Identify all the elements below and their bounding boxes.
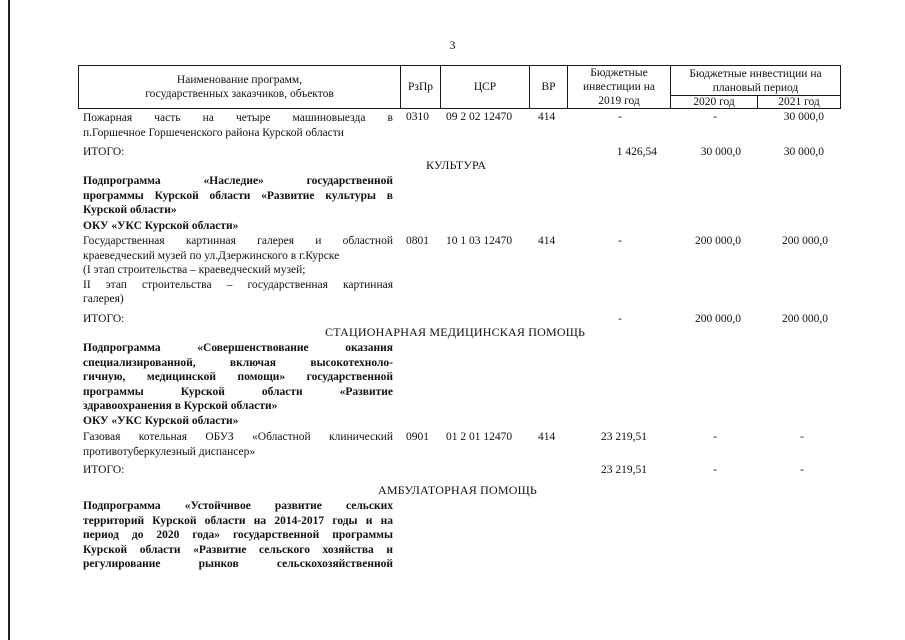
fire-row-name — [83, 111, 393, 140]
boiler-row-vr: 414 — [538, 431, 556, 443]
scan-edge — [8, 0, 10, 640]
ambulatory-subprogram-line: регулирование рынков сельскохозяйственной — [83, 558, 393, 570]
gallery-row-name — [83, 234, 393, 307]
boiler-row-name-line: Газовая котельная ОБУЗ «Областной клинический — [83, 431, 393, 443]
total3-2020: - — [713, 464, 717, 476]
total3-2021: - — [800, 464, 804, 476]
culture-subprogram — [83, 174, 393, 218]
boiler-row-csr: 01 2 01 12470 — [446, 431, 513, 443]
medical-subprogram-line: Подпрограмма «Совершенствование оказания — [83, 342, 393, 354]
gallery-row-2019: - — [618, 235, 622, 247]
boiler-row-2020: - — [713, 431, 717, 443]
total1-2019: 1 426,54 — [616, 146, 657, 158]
fire-row-2020: - — [713, 111, 717, 123]
total-label: ИТОГО: — [83, 464, 125, 476]
boiler-row-2021: - — [800, 431, 804, 443]
gallery-row-name-line: II этап строительства – государственная картинная — [83, 278, 393, 291]
gallery-row-name-line: Государственная картинная галерея и областной — [83, 235, 393, 247]
header-csr: ЦСР — [440, 65, 530, 109]
ambulatory-subprogram-line: территорий Курской области на 2014-2017 годы и на — [83, 514, 393, 527]
medical-subprogram-line: программы Курской области «Развитие — [83, 385, 393, 398]
fire-row-name-line: Пожарная часть на четыре машиновыезда в — [83, 112, 393, 124]
total-label: ИТОГО: — [83, 313, 125, 325]
gallery-row-csr: 10 1 03 12470 — [446, 235, 513, 247]
page-number: 3 — [449, 38, 456, 52]
medical-customer: ОКУ «УКС Курской области» — [83, 415, 239, 427]
total2-2021: 200 000,0 — [782, 313, 828, 325]
ambulatory-subprogram-line: период до 2020 года» государственной программы — [83, 529, 393, 541]
gallery-row-2020: 200 000,0 — [695, 235, 741, 247]
section-ambulatory: АМБУЛАТОРНАЯ ПОМОЩЬ — [378, 483, 538, 497]
medical-subprogram-line: гичную, медицинской помощи» государственной — [83, 371, 393, 383]
fire-row-name-line: п.Горшечное Горшеченского района Курской области — [83, 126, 344, 139]
section-medical: СТАЦИОНАРНАЯ МЕДИЦИНСКАЯ ПОМОЩЬ — [325, 325, 586, 339]
fire-row-2019: - — [618, 111, 622, 123]
culture-subprogram-line: Курской области» — [83, 204, 177, 216]
fire-row-rzpr: 0310 — [406, 111, 429, 123]
header-budget-2019: Бюджетные инвестиции на 2019 год — [567, 65, 671, 109]
ambulatory-subprogram-line: Курской области «Развитие сельского хозяйства и — [83, 543, 393, 556]
boiler-row-name — [83, 430, 393, 459]
ambulatory-subprogram — [83, 499, 393, 572]
total-label: ИТОГО: — [83, 146, 125, 158]
culture-subprogram-line: программы Курской области «Развитие культуры в — [83, 189, 393, 202]
fire-row-2021: 30 000,0 — [783, 111, 824, 123]
medical-subprogram — [83, 341, 393, 414]
total1-2021: 30 000,0 — [783, 146, 824, 158]
boiler-row-2019: 23 219,51 — [601, 431, 647, 443]
header-planned-period: Бюджетные инвестиции на плановый период — [670, 65, 841, 96]
fire-row-csr: 09 2 02 12470 — [446, 111, 513, 123]
boiler-row-name-line: противотуберкулезный диспансер» — [83, 445, 256, 458]
section-culture: КУЛЬТУРА — [426, 158, 487, 172]
gallery-row-2021: 200 000,0 — [782, 235, 828, 247]
header-year-2021: 2021 год — [757, 95, 841, 109]
boiler-row-rzpr: 0901 — [406, 431, 429, 443]
gallery-row-name-line: галерея) — [83, 293, 124, 305]
culture-customer: ОКУ «УКС Курской области» — [83, 220, 239, 232]
header-rzpr: РзПр — [400, 65, 441, 109]
gallery-row-name-line: краеведческий музей по ул.Дзержинского в г.Курске — [83, 249, 340, 262]
total2-2020: 200 000,0 — [695, 313, 741, 325]
medical-subprogram-line: здравоохранения в Курской области» — [83, 400, 278, 412]
total2-2019: - — [618, 313, 622, 325]
gallery-row-vr: 414 — [538, 235, 556, 247]
header-vr: ВР — [529, 65, 568, 109]
gallery-row-rzpr: 0801 — [406, 235, 429, 247]
medical-subprogram-line: специализированной, включая высокотехноло- — [83, 356, 393, 369]
culture-subprogram-line: Подпрограмма «Наследие» государственной — [83, 175, 393, 187]
total1-2020: 30 000,0 — [700, 146, 741, 158]
header-year-2020: 2020 год — [670, 95, 758, 109]
ambulatory-subprogram-line: Подпрограмма «Устойчивое развитие сельских — [83, 500, 393, 512]
fire-row-vr: 414 — [538, 111, 556, 123]
total3-2019: 23 219,51 — [601, 464, 647, 476]
gallery-row-name-line: (I этап строительства – краеведческий музей; — [83, 264, 306, 276]
header-name: Наименование программ, государственных заказчиков, объектов — [78, 65, 401, 109]
